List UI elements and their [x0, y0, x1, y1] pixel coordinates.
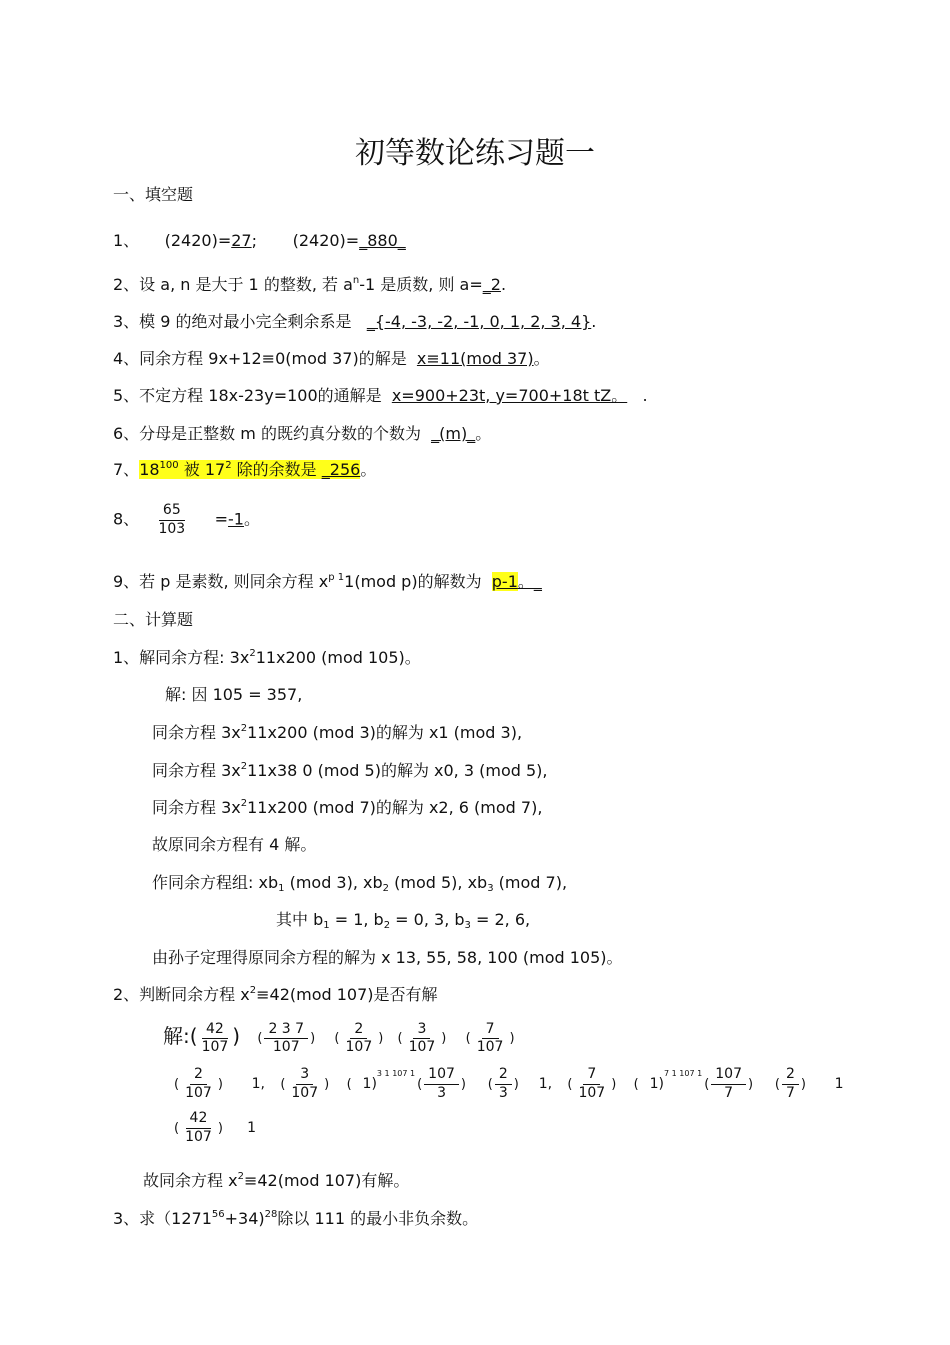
fraction-65-103: $\frac{65}{103}$ — [158, 502, 186, 537]
calc-1-heading: 1、解同余方程: $3x^211x200$ (mod 105)。 — [113, 648, 421, 667]
calc-1-line-2: 同余方程 $3x^211x200$ (mod 3)的解为 x1 (mod 3), — [152, 723, 523, 742]
fill-question-9: 9、若 p 是素数, 则同余方程 $x^{p 1}1(mod$ p)的解数为 p-1。_ — [113, 572, 542, 591]
answer-4: x≡11(mod 37) — [416, 349, 534, 368]
page-title: 初等数论练习题一 — [355, 136, 595, 171]
calc-1-line-6: 作同余方程组: $xb_1$ (mod 3), $xb_2$ (mod 5), $xb_3$ (mod 7), — [152, 873, 568, 894]
answer-6: _(m)_ — [431, 424, 476, 443]
calc-2-heading: 2、判断同余方程 $x^2\equiv 42(mod$ 107)是否有解 — [113, 985, 438, 1004]
answer-3: _{-4, -3, -2, -1, 0, 1, 2, 3, 4} — [366, 312, 592, 331]
calc-1-line-1: 解: 因 105 = 357, — [165, 685, 303, 704]
legendre-row-2: ( $\frac{2}{107}$ ) 1, ( $\frac{3}{107}$ ) ( 1)$^{3 1 107 1}$( $\frac{107}{3}$ ) ( $\frac{2}{3}$ ) 1, ( $\frac{7}{107}$ ) ( 1)$^{7 1 107 1}$( $\frac{107}{7}$ ) ( $\frac{2}{7}$ ) 1 — [174, 1066, 844, 1101]
answer-1b: _880_ — [359, 231, 406, 250]
section-calc-heading: 二、计算题 — [113, 610, 194, 629]
fill-question-1: 1、 (2420)=27; (2420)=_880_ — [113, 231, 406, 250]
calc-1-line-4: 同余方程 $3x^211x200$ (mod 7)的解为 x2, 6 (mod 7), — [152, 798, 543, 817]
calc-1-line-3: 同余方程 $3x^211x38$ 0 (mod 5)的解为 x0, 3 (mod 5), — [152, 761, 548, 780]
fill-question-6: 6、分母是正整数 m 的既约真分数的个数为 _(m)_。 — [113, 424, 492, 443]
calc-2-conclusion: 故同余方程 $x^2\equiv 42(mod$ 107)有解。 — [143, 1171, 410, 1190]
fill-question-8: 8、 $\frac{65}{103}$ =-1。 — [113, 502, 260, 537]
fill-question-5: 5、不定方程 18x-23y=100的通解是 x=900+23t, y=700+18t tZ。 . — [113, 386, 648, 405]
answer-1a: 27 — [231, 231, 252, 250]
calc-1-line-5: 故原同余方程有 4 解。 — [152, 835, 317, 854]
answer-5: x=900+23t, y=700+18t tZ。 — [391, 386, 628, 405]
calc-3-heading: 3、求$(1271^{56}+34)^{28}$除以 111 的最小非负余数。 — [113, 1209, 479, 1228]
fill-question-7: 7、$18^{100}$ 被 $17^2$ 除的余数是 _256。 — [113, 460, 377, 479]
legendre-row-1: 解:( $\frac{42}{107}$ ) ( $\frac{2 3 7}{107}$ ) ( $\frac{2}{107}$ ) ( $\frac{3}{107}$ ) ( $\frac{7}{107}$ ) — [163, 1020, 515, 1055]
fill-question-4: 4、同余方程 9x+12≡0(mod 37)的解是 x≡11(mod 37)。 — [113, 349, 550, 368]
answer-7: _256 — [321, 460, 361, 479]
fill-question-3: 3、模 9 的绝对最小完全剩余系是 _{-4, -3, -2, -1, 0, 1, 2, 3, 4}. — [113, 312, 597, 331]
calc-1-line-8: 由孙子定理得原同余方程的解为 x 13, 55, 58, 100 (mod 105)。 — [152, 948, 623, 967]
legendre-row-3: ( $\frac{42}{107}$ ) 1 — [174, 1110, 257, 1145]
section-fill-heading: 一、填空题 — [113, 185, 194, 204]
answer-8: -1 — [228, 509, 244, 529]
answer-9: p-1 — [491, 572, 518, 591]
fill-question-2: 2、设 a, n 是大于 1 的整数, 若 $a^n-1$ 是质数, 则 a=_2. — [113, 275, 507, 294]
calc-1-line-7: 其中 $b_1 = 1$, $b_2 = 0$, 3, $b_3 = 2$, 6, — [276, 910, 531, 931]
answer-2: _2 — [482, 275, 501, 294]
